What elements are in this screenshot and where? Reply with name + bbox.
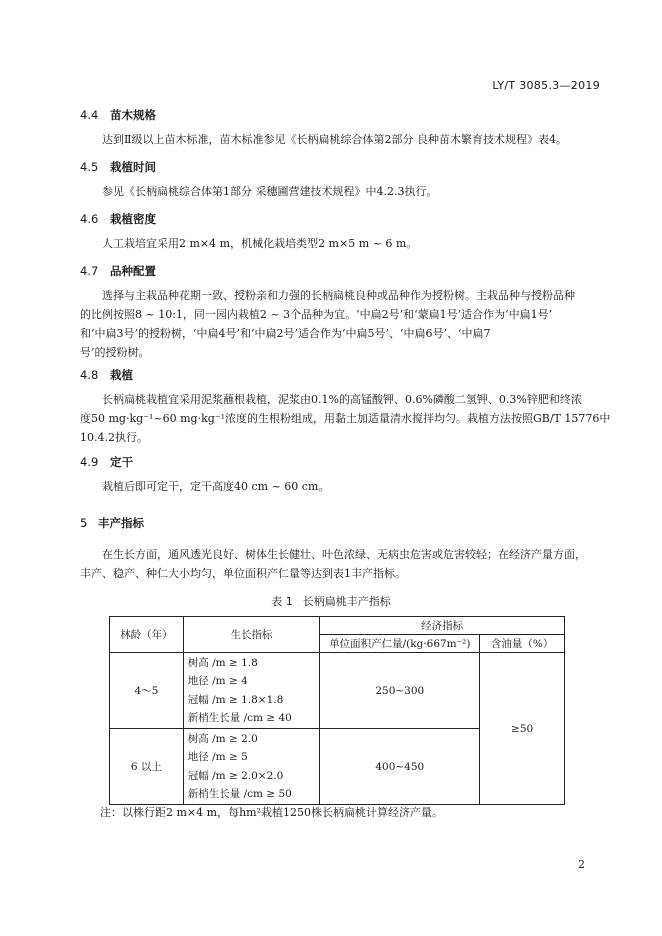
page-number: 2 — [578, 858, 585, 871]
section-heading — [80, 367, 133, 383]
section-heading — [80, 263, 156, 279]
header-oil: 含油量（%） — [480, 635, 565, 653]
age-cell: 4～5 — [110, 653, 184, 729]
section-heading — [80, 211, 156, 227]
spec-line: 地径 /m ≥ 4 — [187, 675, 248, 687]
section-title: 品种配置 — [110, 264, 156, 278]
chapter-heading — [80, 515, 144, 531]
chapter-title: 丰产指标 — [98, 516, 144, 530]
paragraph — [80, 390, 611, 447]
paragraph-line: 号’的授粉树。 — [80, 346, 150, 359]
section-title: 栽植密度 — [110, 212, 156, 226]
header-yield: 单位面积产仁量/(kg·667m⁻²) — [320, 635, 480, 653]
paragraph-line: 10.4.2执行。 — [80, 431, 148, 444]
section-heading — [80, 107, 156, 123]
paragraph-line: 人工栽培宜采用2 m×4 m，机械化栽培类型2 m×5 m ~ 6 m。 — [102, 237, 418, 250]
table-caption-label: 表 1 — [271, 595, 293, 608]
header-growth: 生长指标 — [183, 617, 320, 653]
spec-line: 树高 /m ≥ 1.8 — [187, 656, 258, 669]
paragraph-line: 度50 mg·kg⁻¹~60 mg·kg⁻¹浓度的生根粉组成，用黏土加适量清水搅拌均匀。栽植方法按照GB/T 15776中 — [80, 412, 611, 425]
paragraph-line: 栽植后即可定干，定干高度40 cm ~ 60 cm。 — [102, 480, 330, 493]
section-number: 4.7 — [80, 264, 99, 278]
paragraph — [80, 182, 602, 201]
age-cell: 6 以上 — [110, 729, 184, 805]
yield-cell: 250~300 — [320, 653, 480, 729]
section-heading — [80, 454, 133, 470]
section-number: 4.8 — [80, 368, 99, 382]
header-econ: 经济指标 — [320, 617, 565, 635]
spec-line: 新梢生长量 /cm ≥ 40 — [187, 712, 292, 724]
table-caption-title: 长柄扁桃丰产指标 — [302, 595, 391, 608]
section-number: 4.9 — [80, 455, 99, 469]
section-title: 栽植 — [110, 368, 133, 382]
paragraph — [80, 545, 602, 583]
spec-line: 冠幅 /m ≥ 1.8×1.8 — [187, 693, 284, 706]
spec-line: 树高 /m ≥ 2.0 — [187, 732, 258, 745]
yield-cell: 400~450 — [320, 729, 480, 805]
yield-index-table — [109, 616, 565, 805]
header-age: 林龄（年） — [110, 617, 184, 653]
paragraph — [80, 130, 602, 149]
section-number: 4.6 — [80, 212, 99, 226]
oil-cell: ≥50 — [480, 653, 565, 805]
section-heading — [80, 159, 156, 175]
spec-line: 地径 /m ≥ 5 — [187, 751, 248, 763]
growth-spec-cell — [183, 653, 320, 729]
paragraph-line: 的比例按照8 ~ 10:1，同一园内栽植2 ~ 3个品种为宜。‘中扁2号’和‘蒙扁1号’适合作为‘中扁1号’ — [80, 308, 553, 321]
table-note: 注：以株行距2 m×4 m，每hm²栽植1250株长柄扁桃计算经济产量。 — [100, 806, 443, 819]
paragraph-line: 达到Ⅱ级以上苗木标准，苗木标准参见《长柄扁桃综合体第2部分 良种苗木繁育技术规程》表4。 — [102, 133, 567, 146]
section-number: 4.5 — [80, 160, 99, 174]
section-title: 定干 — [110, 455, 133, 469]
paragraph-line: 在生长方面，通风透光良好、树体生长健壮、叶色浓绿、无病虫危害或危害较轻；在经济产量方面， — [102, 548, 586, 561]
paragraph — [80, 477, 602, 496]
growth-spec-cell — [183, 729, 320, 805]
paragraph-line: 和‘中扁3号’的授粉树，‘中扁4号’和‘中扁2号’适合作为‘中扁5号’、‘中扁6号’、‘中扁7 — [80, 327, 491, 340]
section-number: 4.4 — [80, 108, 99, 122]
paragraph-line: 丰产、稳产、种仁大小均匀，单位面积产仁量等达到表1丰产指标。 — [80, 567, 406, 580]
paragraph-line: 选择与主栽品种花期一致、授粉亲和力强的长柄扁桃良种或品种作为授粉树。主栽品种与授粉品种 — [102, 289, 575, 302]
paragraph-line: 参见《长柄扁桃综合体第1部分 采穗圃营建技术规程》中4.2.3执行。 — [102, 185, 438, 198]
table-caption — [0, 593, 662, 609]
spec-line: 冠幅 /m ≥ 2.0×2.0 — [187, 769, 284, 782]
paragraph — [80, 286, 602, 362]
paragraph-line: 长柄扁桃栽植宜采用泥浆蘸根栽植，泥浆由0.1%的高锰酸钾、0.6%磷酸二氢钾、0.3%锌肥和终浓 — [102, 393, 582, 406]
spec-line: 新梢生长量 /cm ≥ 50 — [187, 788, 292, 800]
chapter-number: 5 — [80, 516, 88, 530]
standard-number: LY/T 3085.3—2019 — [492, 79, 600, 92]
paragraph — [80, 234, 602, 253]
section-title: 苗木规格 — [110, 108, 156, 122]
section-title: 栽植时间 — [110, 160, 156, 174]
